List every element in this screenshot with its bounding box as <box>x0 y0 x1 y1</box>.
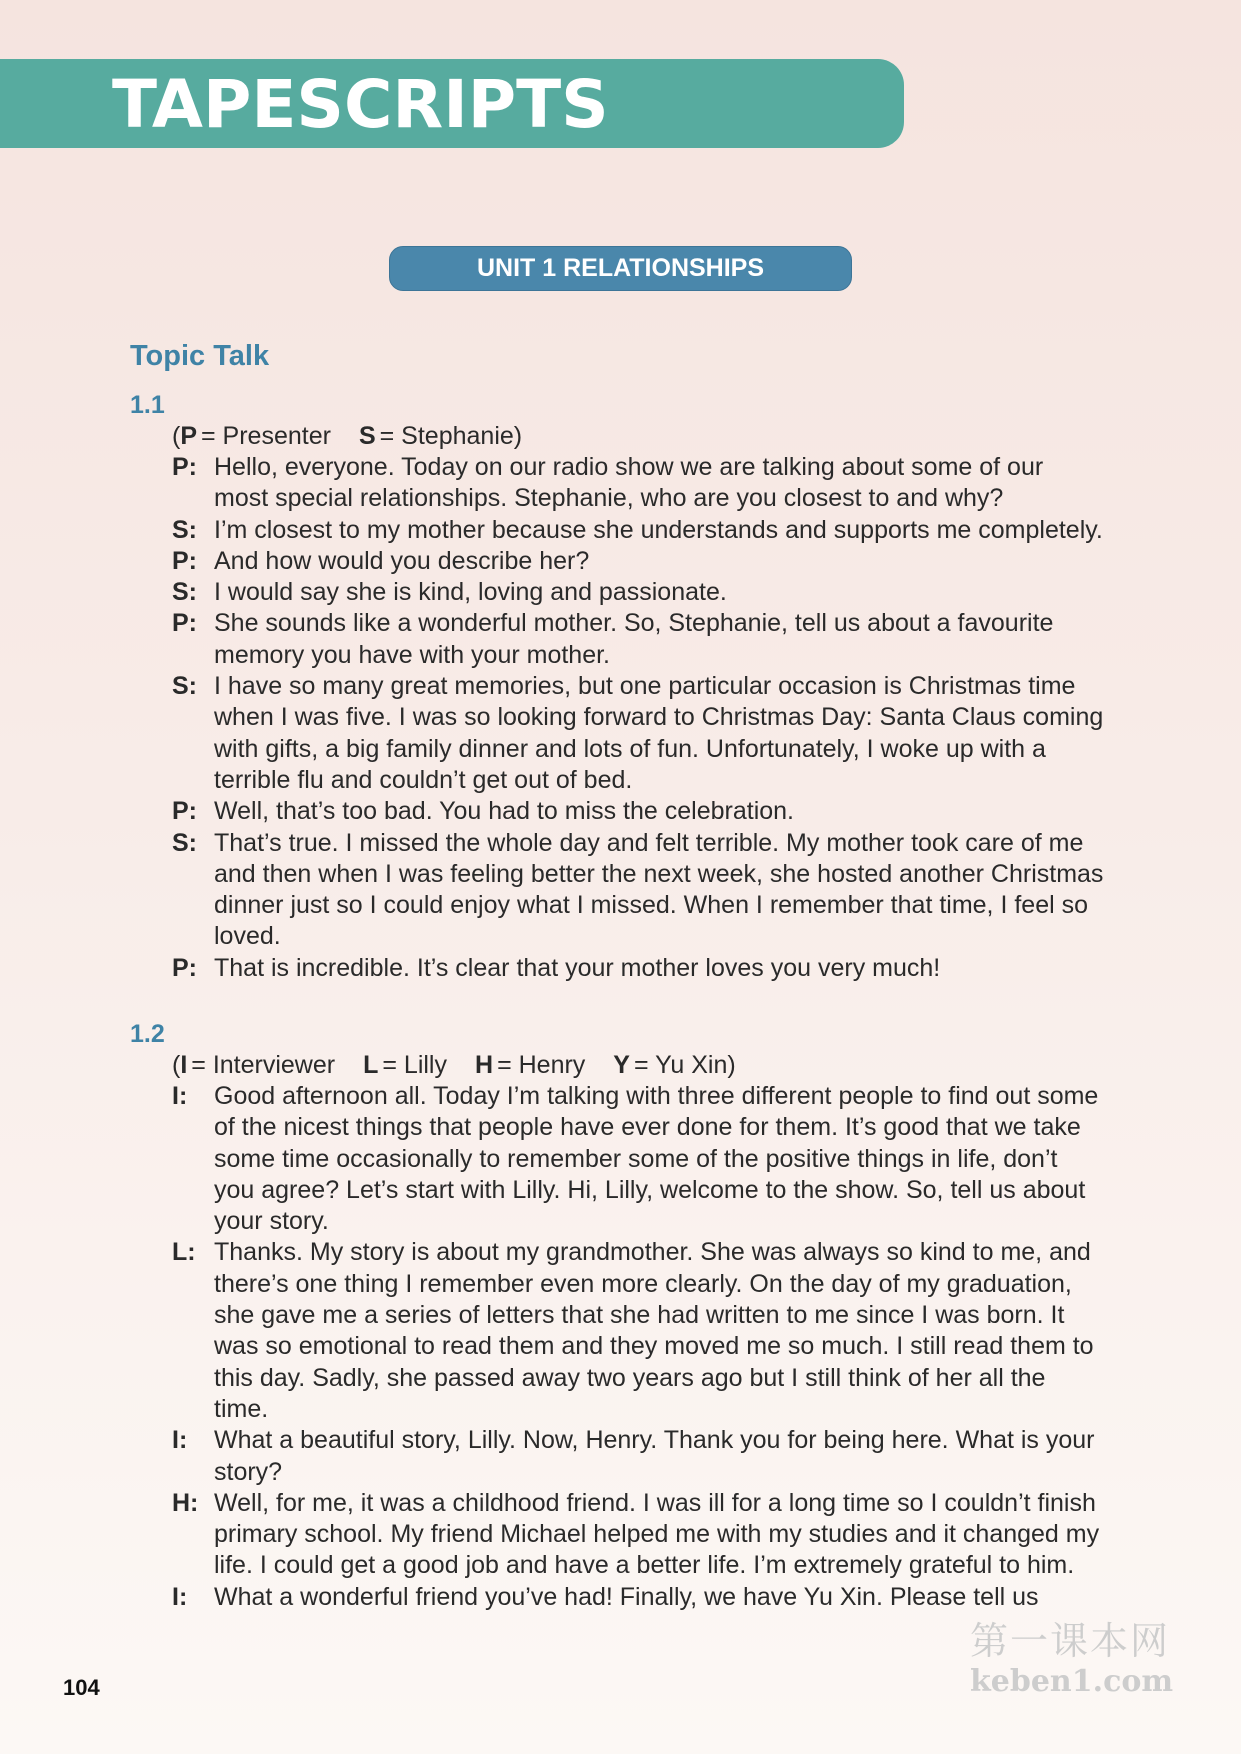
unit-banner: UNIT 1 RELATIONSHIPS <box>389 246 852 291</box>
speaker-label: L: <box>172 1238 196 1267</box>
dialogue-turn <box>130 1081 1110 1237</box>
dialogue-turn <box>130 671 1110 796</box>
speaker-key: I = Interviewer <box>180 1051 336 1079</box>
dialogue-turn <box>130 1582 1110 1613</box>
turn-text: What a wonderful friend you’ve had! Finally, we have Yu Xin. Please tell us <box>214 1582 1039 1611</box>
section-heading: Topic Talk <box>130 340 270 372</box>
dialogue-turn <box>130 452 1110 515</box>
speaker-key: L = Lilly <box>363 1051 447 1079</box>
turn-text: Well, that’s too bad. You had to miss the celebration. <box>214 797 795 826</box>
turn-text: What a beautiful story, Lilly. Now, Henry. Thank you for being here. What is your story? <box>214 1426 1095 1486</box>
dialogue-turn <box>130 828 1110 953</box>
turn-text: Good afternoon all. Today I’m talking with three different people to find out some of the nicest things that people have ever done for them. It’s good that we take some time occasionally to remember some of the positive things in life, don’t you agree? Let’s start with Lilly. Hi, Lilly, welcome to the show. So, tell us about your story. <box>214 1082 1099 1236</box>
track-number: 1.2 <box>130 1020 165 1048</box>
watermark-en: keben1.com <box>970 1664 1174 1699</box>
dialogue-turn <box>130 796 1110 827</box>
speaker-label: S: <box>172 828 197 857</box>
speaker-label: I: <box>172 1082 188 1110</box>
dialogue-turn <box>130 515 1110 546</box>
speaker-key-line: (P = Presenter S = Stephanie) <box>172 422 523 450</box>
speaker-label: H: <box>172 1488 199 1517</box>
speaker-key: H = Henry <box>475 1051 586 1079</box>
speaker-key: P = Presenter <box>180 422 331 450</box>
speaker-label: S: <box>172 672 197 701</box>
track-1-2 <box>130 1018 1110 1613</box>
dialogue-turn <box>130 608 1110 671</box>
dialogue-turn <box>130 1237 1110 1425</box>
turn-text: I would say she is kind, loving and passionate. <box>214 578 727 607</box>
speaker-label: I: <box>172 1582 188 1611</box>
speaker-key-line: (I = Interviewer L = Lilly H = Henry Y = Yu Xin) <box>172 1051 736 1079</box>
track-1-1 <box>130 389 1110 984</box>
page-number: 104 <box>63 1675 100 1700</box>
dialogue-turn <box>130 1425 1110 1488</box>
turn-text: I have so many great memories, but one particular occasion is Christmas time when I was five. I was so looking forward to Christmas Day: Santa Claus coming with gifts, a big family dinner and lots of fun. Unfortunately, I woke up with a terrible flu and couldn’t get out of bed. <box>214 672 1104 794</box>
dialogue-turn <box>130 1488 1110 1582</box>
speaker-label: I: <box>172 1426 188 1455</box>
speaker-label: P: <box>172 953 197 982</box>
turn-text: I’m closest to my mother because she understands and supports me completely. <box>214 515 1103 544</box>
speaker-label: S: <box>172 578 197 607</box>
watermark-cn: 第一课本网 <box>970 1619 1171 1663</box>
speaker-key: Y = Yu Xin <box>613 1051 728 1079</box>
turn-text: And how would you describe her? <box>214 546 590 575</box>
turn-text: That’s true. I missed the whole day and felt terrible. My mother took care of me and then when I was feeling better the next week, she hosted another Christmas dinner just so I could enjoy what I missed. When I remember that time, I feel so loved. <box>214 828 1104 951</box>
dialogue-turn <box>130 546 1110 577</box>
turn-text: Thanks. My story is about my grandmother. She was always so kind to me, and there’s one thing I remember even more clearly. On the day of my graduation, she gave me a series of letters that she had written to me since I was born. It was so emotional to read them and they moved me so much. I still read them to this day. Sadly, she passed away two years ago but I still think of her all the time. <box>214 1238 1094 1423</box>
turn-text: Hello, everyone. Today on our radio show we are talking about some of our most special relationships. Stephanie, who are you closest to and why? <box>214 453 1044 513</box>
speaker-label: P: <box>172 609 197 638</box>
speaker-label: P: <box>172 453 197 481</box>
speaker-label: P: <box>172 797 197 826</box>
track-number: 1.1 <box>130 391 165 419</box>
turn-text: She sounds like a wonderful mother. So, Stephanie, tell us about a favourite memory you have with your mother. <box>214 609 1054 669</box>
speaker-label: S: <box>172 515 197 544</box>
dialogue-turn <box>130 577 1110 608</box>
page-title: TAPESCRIPTS <box>112 66 609 143</box>
watermark <box>970 1618 1174 1700</box>
turn-text: Well, for me, it was a childhood friend. I was ill for a long time so I couldn’t finish primary school. My friend Michael helped me with my studies and it changed my life. I could get a good job and have a better life. I’m extremely grateful to him. <box>214 1488 1100 1580</box>
speaker-key: S = Stephanie <box>358 422 514 450</box>
speaker-label: P: <box>172 546 197 575</box>
dialogue-turn <box>130 953 1110 984</box>
turn-text: That is incredible. It’s clear that your mother loves you very much! <box>214 953 941 982</box>
